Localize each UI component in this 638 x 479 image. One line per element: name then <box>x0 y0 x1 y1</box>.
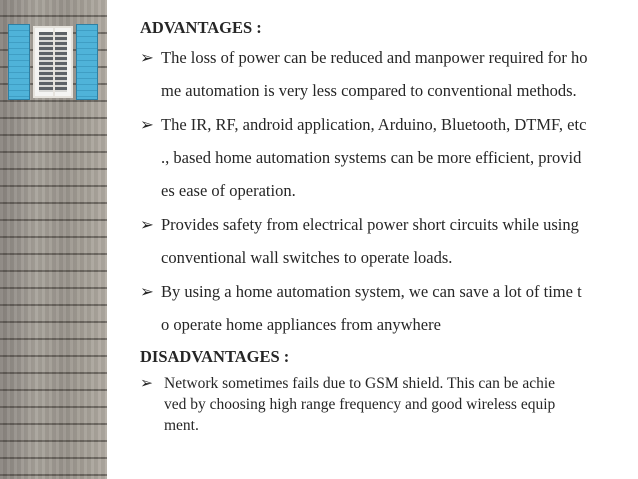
arrow-bullet-icon: ➢ <box>140 215 154 234</box>
disadvantages-heading: DISADVANTAGES : <box>140 347 290 366</box>
arrow-bullet-icon: ➢ <box>140 282 154 301</box>
advantage-item-3 <box>140 208 626 274</box>
advantage-3-line-1: Provides safety from electrical power short circuits while using <box>161 215 579 234</box>
wooden-wall-image <box>0 0 107 479</box>
window-pane <box>33 26 73 98</box>
disadvantage-1-line-3: ment. <box>164 417 199 434</box>
disadvantage-item-1 <box>140 373 626 436</box>
advantage-1-line-1: The loss of power can be reduced and manpower required for ho <box>161 48 588 67</box>
advantage-2-line-3: es ease of operation. <box>161 181 296 200</box>
advantage-4-line-1: By using a home automation system, we can save a lot of time t <box>161 282 582 301</box>
advantage-3-line-2: conventional wall switches to operate loads. <box>161 248 453 267</box>
blue-shutter-window-image <box>8 24 98 100</box>
disadvantage-1-line-1: Network sometimes fails due to GSM shield. This can be achie <box>164 375 556 392</box>
advantages-heading: ADVANTAGES : <box>140 18 262 37</box>
arrow-bullet-icon: ➢ <box>140 115 154 134</box>
arrow-bullet-icon: ➢ <box>140 48 154 67</box>
advantage-item-1 <box>140 41 626 107</box>
slide-content <box>140 16 626 436</box>
advantage-1-line-2: me automation is very less compared to conventional methods. <box>161 81 577 100</box>
advantage-4-line-2: o operate home appliances from anywhere <box>161 315 441 334</box>
advantage-2-line-1: The IR, RF, android application, Arduino, Bluetooth, DTMF, etc <box>161 115 587 134</box>
right-shutter <box>76 24 98 100</box>
arrow-bullet-icon: ➢ <box>140 375 153 392</box>
disadvantage-1-line-2: ved by choosing high range frequency and good wireless equip <box>164 396 556 413</box>
advantage-item-2 <box>140 108 626 207</box>
left-shutter <box>8 24 30 100</box>
advantage-2-line-2: ., based home automation systems can be more efficient, provid <box>161 148 582 167</box>
advantage-item-4 <box>140 275 626 341</box>
